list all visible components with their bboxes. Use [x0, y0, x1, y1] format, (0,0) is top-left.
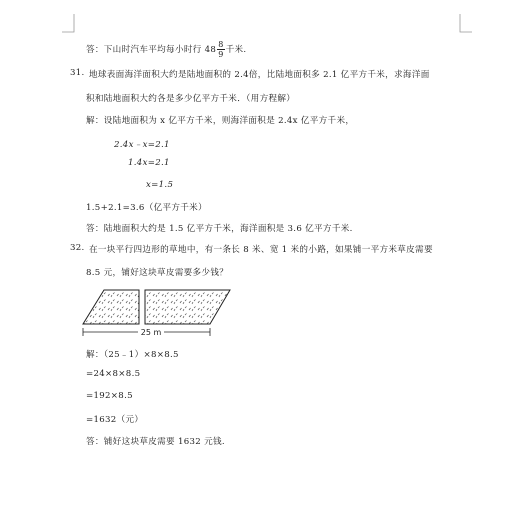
q31-equation-2: 1.4x=2.1: [128, 158, 170, 168]
q32-solution: 解：（25﹣1）×8×8.5: [86, 350, 179, 360]
q32-step-2: =192×8.5: [86, 391, 133, 401]
previous-answer: [86, 40, 246, 59]
q31-text-line1: 地球表面海洋面积大约是陆地面积的 2.4倍，比陆地面积多 2.1 亿平方千米，求海洋面: [89, 70, 430, 80]
q32-text-line1: 在一块平行四边形的草地中，有一条长 8 米、宽 1 米的小路，如果铺一平方米草皮需要: [89, 245, 433, 255]
q31-equation-3: x=1.5: [146, 180, 174, 190]
fraction-denominator: 9: [218, 50, 224, 59]
speed-fraction: [217, 40, 224, 59]
q31-calculation: 1.5+2.1=3.6（亿平方千米）: [86, 203, 207, 213]
q31-number: 31.: [70, 68, 85, 78]
q31-equation-1: 2.4x﹣x=2.1: [114, 140, 170, 150]
q31-answer: 答：陆地面积大约是 1.5 亿平方千米，海洋面积是 3.6 亿平方千米.: [86, 224, 353, 234]
dimension-label: 25 m: [140, 328, 162, 337]
previous-answer-prefix: 答：下山时汽车平均每小时行 48: [86, 45, 217, 55]
q31-solution-intro: 解：设陆地面积为 x 亿平方千米，则海洋面积是 2.4x 亿平方千米，: [86, 116, 355, 126]
q32-answer: 答：铺好这块草皮需要 1632 元钱.: [86, 437, 225, 447]
q32-number: 32.: [70, 243, 85, 253]
grass-region-left: [83, 290, 139, 324]
q32-step-1: =24×8×8.5: [86, 369, 141, 379]
corner-mark-top-left: [62, 14, 76, 34]
q32-step-3: =1632（元）: [86, 415, 144, 425]
grass-region-right: [145, 290, 230, 324]
corner-mark-top-right: [458, 14, 472, 34]
q31-text-line2: 积和陆地面积大约各是多少亿平方千米．（用方程解）: [86, 94, 296, 104]
q32-text-line2: 8.5 元，铺好这块草皮需要多少钱？: [86, 268, 229, 278]
fraction-numerator: 8: [218, 40, 224, 49]
parallelogram-figure: [80, 284, 236, 342]
previous-answer-suffix: 千米.: [225, 45, 247, 55]
